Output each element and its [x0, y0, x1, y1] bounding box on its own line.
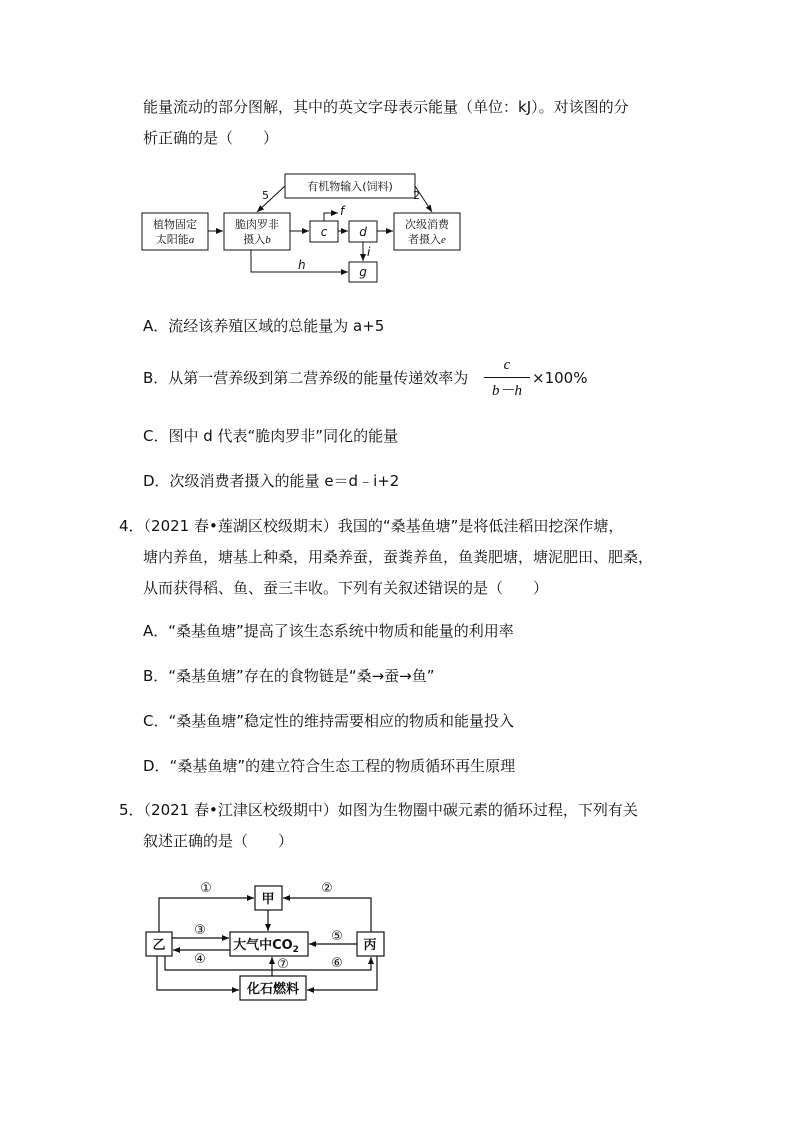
- fraction-bar: [484, 377, 530, 378]
- organic-input-label: 有机物输入(饲料): [307, 180, 393, 193]
- arrow-label-h: h: [298, 258, 306, 272]
- secondary-label-1: 次级消费: [405, 218, 449, 231]
- co2-label: 大气中CO: [233, 938, 293, 953]
- q4-option-c: C．“桑基鱼塘”稳定性的维持需要相应的物质和能量投入: [143, 712, 515, 730]
- svg-text:者摄入e: [408, 232, 446, 246]
- q3-intro-line1: 能量流动的部分图解，其中的英文字母表示能量（单位：kJ）。对该图的分: [143, 98, 629, 116]
- label-3: ③: [194, 923, 206, 938]
- arrow-c-to-f: [324, 213, 338, 221]
- jia-label: 甲: [261, 892, 275, 907]
- q5-line1: 5．（2021 春•江津区校级期中）如图为生物圈中碳元素的循环过程，下列有关: [119, 801, 638, 819]
- svg-text:太阳能a: [156, 232, 195, 246]
- q4-line2: 塘内养鱼，塘基上种桑，用桑养蚕，蚕粪养鱼，鱼粪肥塘，塘泥肥田、肥桑，: [143, 548, 654, 566]
- arrow-label-2: 2: [413, 189, 420, 202]
- secondary-label-2: 者摄入: [408, 233, 442, 246]
- q4-line3: 从而获得稻、鱼、蚕三丰收。下列有关叙述错误的是（ ）: [143, 579, 549, 597]
- energy-flow-diagram: [0, 168, 794, 288]
- co2-subscript: 2: [292, 945, 299, 955]
- label-4: ④: [194, 952, 206, 967]
- arrow-1: [159, 898, 254, 932]
- q3-intro-line2: 析正确的是（ ）: [143, 129, 279, 147]
- box-g-label: g: [359, 265, 367, 279]
- q3-option-d: D．次级消费者摄入的能量 e＝d﹣i+2: [143, 472, 400, 490]
- q3-option-c: C．图中 d 代表“脆肉罗非”同化的能量: [143, 427, 399, 445]
- q4-line1: 4．（2021 春•莲湖区校级期末）我国的“桑基鱼塘”是将低洼稻田挖深作塘，: [119, 517, 624, 535]
- yi-label: 乙: [152, 938, 166, 953]
- svg-text:摄入b: [243, 232, 271, 246]
- arrow-label-5: 5: [262, 189, 269, 202]
- cuirou-var-b: b: [265, 234, 271, 246]
- label-7: ⑦: [277, 957, 289, 972]
- q4-option-a: A．“桑基鱼塘”提高了该生态系统中物质和能量的利用率: [143, 622, 514, 640]
- q5-line2: 叙述正确的是（ ）: [143, 832, 294, 850]
- fraction-numerator: c: [503, 357, 511, 373]
- fossil-label: 化石燃料: [246, 982, 300, 997]
- bing-label: 丙: [363, 938, 377, 953]
- box-d-label: d: [359, 225, 367, 239]
- label-2: ②: [321, 881, 333, 896]
- arrow-label-i: i: [367, 245, 371, 259]
- arrow-label-f: f: [340, 204, 345, 218]
- q3-option-b-suffix: ×100%: [532, 369, 588, 387]
- q4-option-b: B．“桑基鱼塘”存在的食物链是“桑→蚕→鱼”: [143, 667, 435, 685]
- fraction-denominator: b－h: [491, 383, 522, 399]
- q4-option-d: D．“桑基鱼塘”的建立符合生态工程的物质循环再生原理: [143, 757, 516, 775]
- cuirou-label-2: 摄入: [243, 233, 266, 246]
- plant-label-2: 太阳能: [155, 233, 189, 246]
- arrow-2: [283, 898, 371, 932]
- label-1: ①: [200, 881, 212, 896]
- plant-label-1: 植物固定: [153, 218, 197, 231]
- plant-var-a: a: [188, 234, 195, 246]
- label-5: ⑤: [331, 929, 343, 944]
- svg-text:大气中CO2: [233, 937, 299, 955]
- q3-option-b-prefix: B．从第一营养级到第二营养级的能量传递效率为: [143, 369, 469, 387]
- carbon-cycle-diagram: [0, 875, 794, 1005]
- box-c-label: c: [320, 225, 328, 239]
- q3-option-b-fraction: [484, 357, 530, 401]
- secondary-var-e: e: [441, 234, 446, 246]
- label-6: ⑥: [331, 956, 343, 971]
- q3-option-a: A．流经该养殖区域的总能量为 a+5: [143, 317, 385, 335]
- cuirou-label-1: 脆肉罗非: [235, 218, 279, 231]
